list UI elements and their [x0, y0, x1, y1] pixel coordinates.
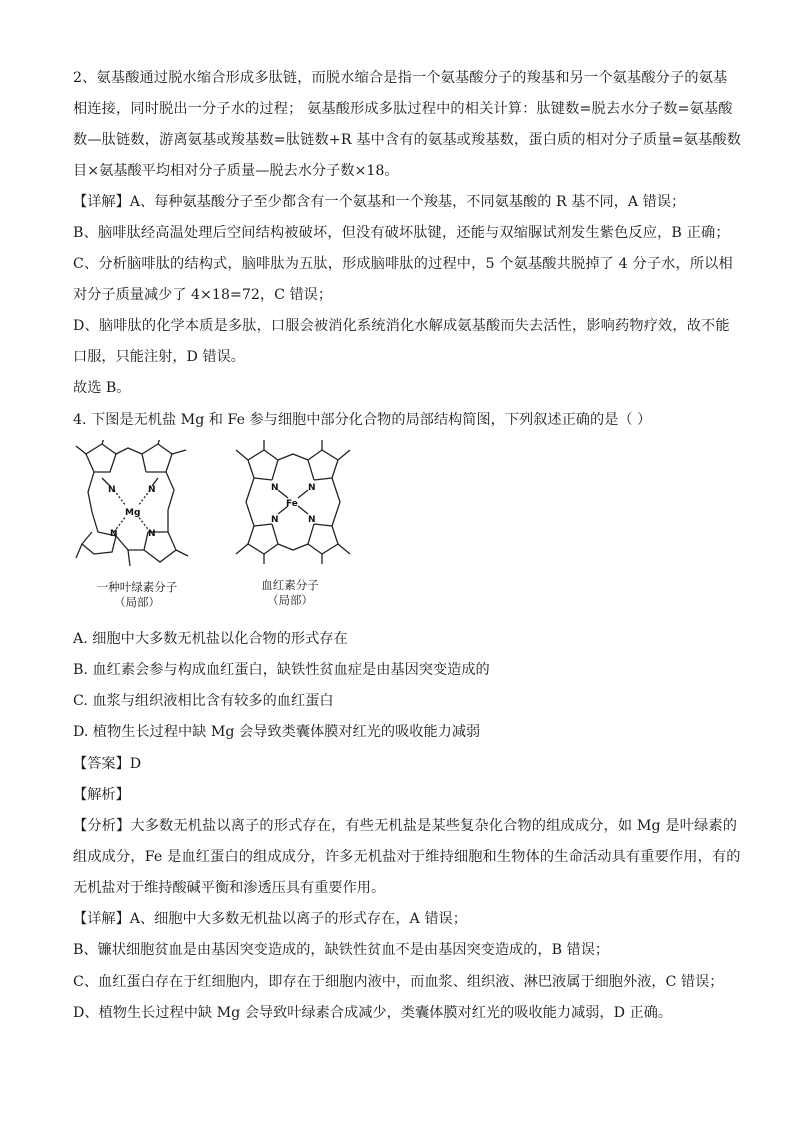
nitrogen-label: N — [148, 529, 156, 539]
caption-subtitle: （局部） — [114, 595, 160, 609]
text-line: B、脑啡肽经高温处理后空间结构被破坏，但没有破坏肽键，还能与双缩脲试剂发生紫色反应，B 正确； — [73, 225, 730, 241]
chlorophyll-structure-diagram — [72, 440, 192, 580]
analysis-heading: 【解析】 — [73, 787, 130, 803]
nitrogen-label: N — [308, 483, 316, 493]
text-line: 目×氨基酸平均相对分子质量—脱去水分子数×18。 — [73, 163, 399, 179]
text-line: 相连接，同时脱出一分子水的过程； 氨基酸形成多肽过程中的相关计算：肽键数=脱去水分子数=氨基酸 — [73, 101, 733, 117]
option-c: C. 血浆与组织液相比含有较多的血红蛋白 — [73, 693, 334, 709]
text-line: C、血红蛋白存在于红细胞内，即存在于细胞内液中，而血浆、组织液、淋巴液属于细胞外液，C 错误； — [73, 974, 724, 990]
text-line: 【详解】A、细胞中大多数无机盐以离子的形式存在，A 错误； — [73, 911, 467, 927]
nitrogen-label: N — [148, 485, 156, 495]
nitrogen-label: N — [271, 483, 279, 493]
text-line: 2、氨基酸通过脱水缩合形成多肽链，而脱水缩合是指一个氨基酸分子的羧基和另一个氨基酸分子的氨基 — [73, 70, 728, 86]
iron-label: Fe — [286, 499, 298, 509]
caption-title: 一种叶绿素分子 — [96, 580, 178, 594]
caption-title: 血红素分子 — [261, 578, 319, 592]
text-line: D、植物生长过程中缺 Mg 会导致叶绿素合成减少，类囊体膜对红光的吸收能力减弱，D 正确。 — [73, 1005, 673, 1021]
text-line: 对分子质量减少了 4×18=72，C 错误； — [73, 287, 333, 303]
option-b: B. 血红素会参与构成血红蛋白，缺铁性贫血症是由基因突变造成的 — [73, 662, 490, 678]
figure-caption — [240, 578, 340, 608]
figure-caption — [82, 580, 192, 610]
text-line: 数—肽链数，游离氨基或羧基数=肽链数+R 基中含有的氨基或羧基数，蛋白质的相对分子质量=氨基酸数 — [73, 132, 742, 148]
magnesium-label: Mg — [125, 508, 141, 518]
text-line: 故选 B。 — [73, 380, 131, 396]
text-line: 无机盐对于维持酸碱平衡和渗透压具有重要作用。 — [73, 880, 386, 896]
nitrogen-label: N — [110, 529, 118, 539]
text-line: 口服，只能注射，D 错误。 — [73, 349, 245, 365]
text-line: D、脑啡肽的化学本质是多肽，口服会被消化系统消化水解成氨基酸而失去活性，影响药物疗效，故不能 — [73, 318, 730, 334]
nitrogen-label: N — [271, 515, 279, 525]
answer-line: 【答案】D — [73, 756, 142, 772]
text-line: C、分析脑啡肽的结构式，脑啡肽为五肽，形成脑啡肽的过程中，5 个氨基酸共脱掉了 4 分子水，所以相 — [73, 256, 733, 272]
text-line: 【详解】A、每种氨基酸分子至少都含有一个氨基和一个羧基，不同氨基酸的 R 基不同，A 错误； — [73, 194, 686, 210]
nitrogen-label: N — [308, 515, 316, 525]
option-a: A. 细胞中大多数无机盐以化合物的形式存在 — [73, 631, 348, 647]
text-line: 【分析】大多数无机盐以离子的形式存在，有些无机盐是某些复杂化合物的组成成分，如 Mg 是叶绿素的 — [73, 818, 738, 834]
text-line: B、镰状细胞贫血是由基因突变造成的，缺铁性贫血不是由基因突变造成的，B 错误； — [73, 942, 610, 958]
nitrogen-label: N — [108, 485, 116, 495]
caption-subtitle: （局部） — [267, 593, 313, 607]
option-d: D. 植物生长过程中缺 Mg 会导致类囊体膜对红光的吸收能力减弱 — [73, 724, 481, 740]
heme-structure-diagram — [228, 440, 358, 570]
question-stem: 4. 下图是无机盐 Mg 和 Fe 参与细胞中部分化合物的局部结构简图，下列叙述正确的是（ ） — [73, 412, 652, 428]
text-line: 组成成分，Fe 是血红蛋白的组成成分，许多无机盐对于维持细胞和生物体的生命活动具有重要作用，有的 — [73, 849, 741, 865]
